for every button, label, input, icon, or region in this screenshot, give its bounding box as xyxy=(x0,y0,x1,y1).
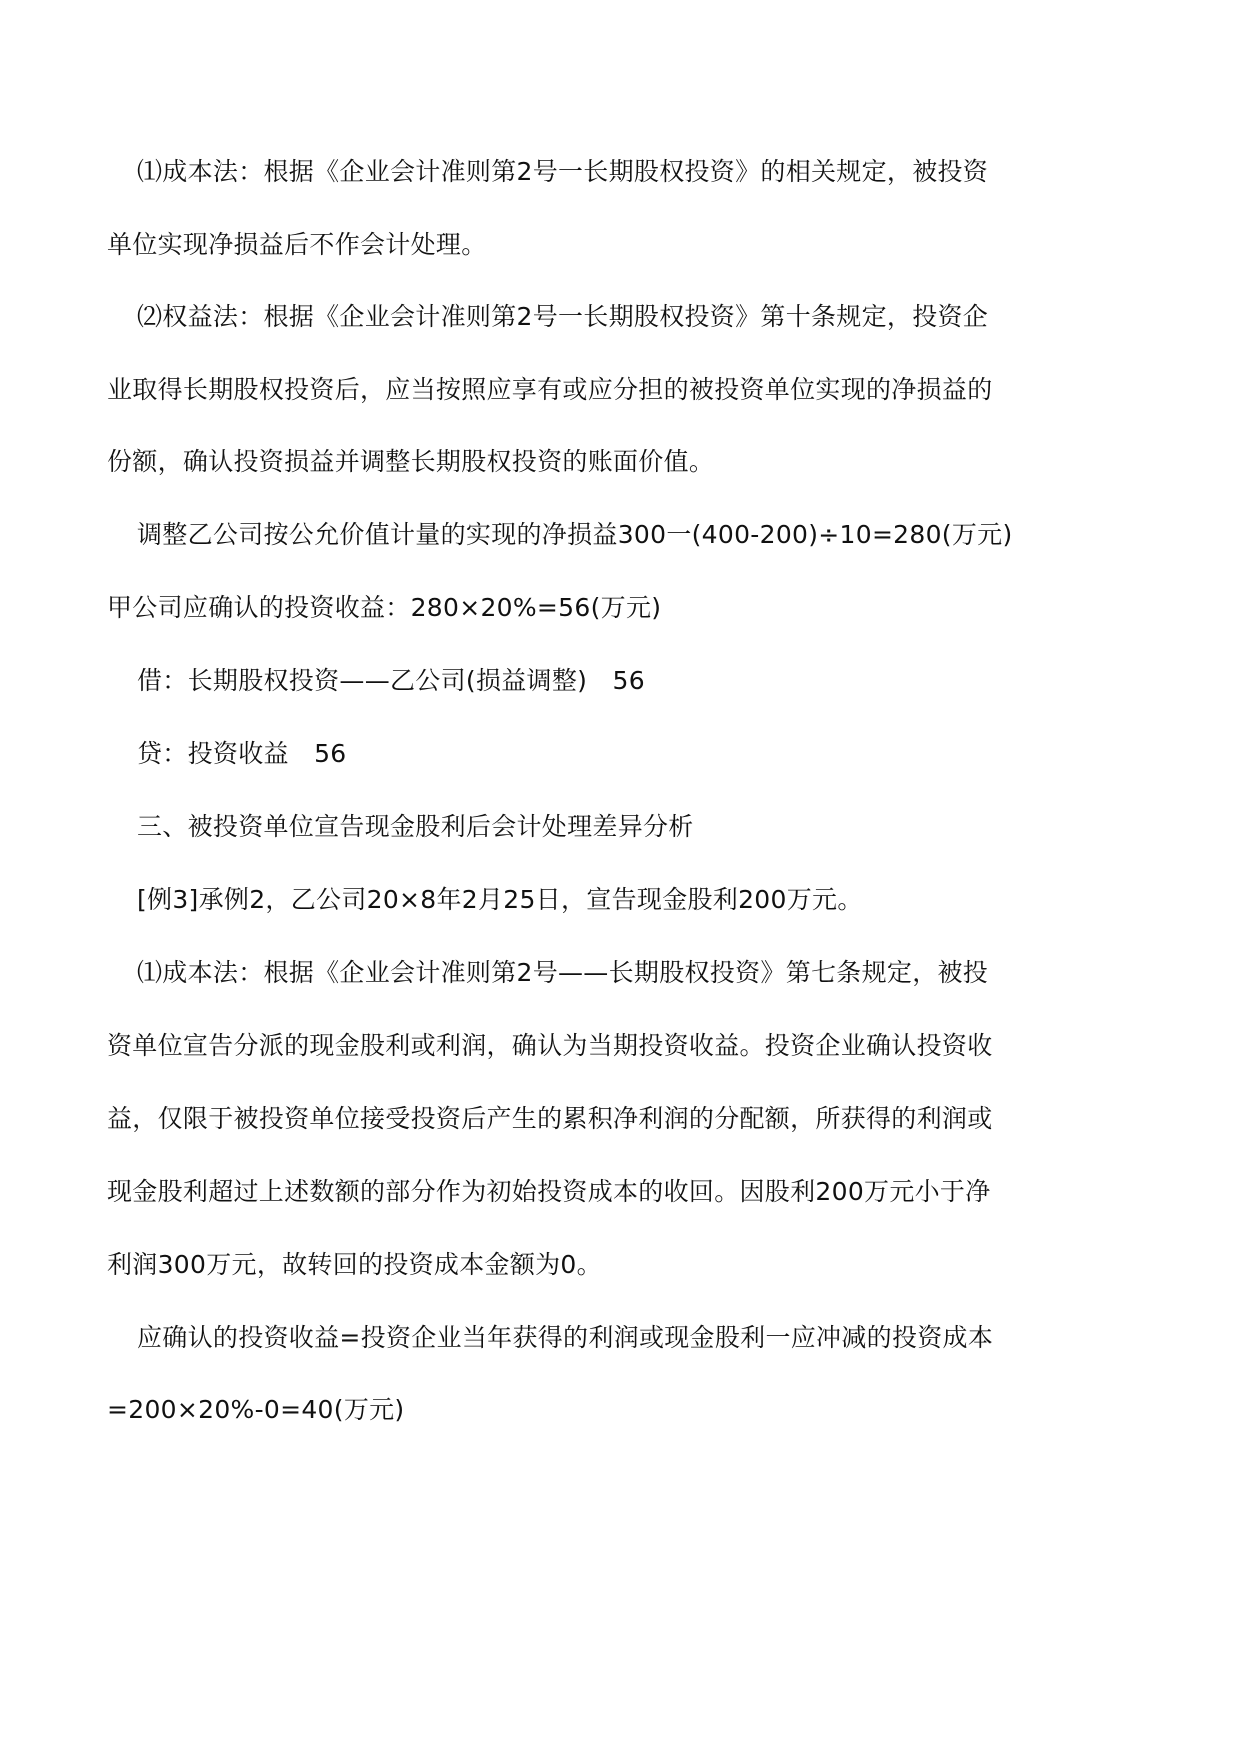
paragraph-cost-method-1-line-2: 单位实现净损益后不作会计处理。 xyxy=(107,230,487,259)
journal-debit-line: 借：长期股权投资——乙公司(损益调整) 56 xyxy=(137,666,645,695)
paragraph-cost-method-1-line-1: ⑴成本法：根据《企业会计准则第2号一长期股权投资》的相关规定，被投资 xyxy=(137,157,989,186)
paragraph-equity-method-1-line-1: ⑵权益法：根据《企业会计准则第2号一长期股权投资》第十条规定，投资企 xyxy=(137,302,989,331)
paragraph-cost-method-2-line-4: 现金股利超过上述数额的部分作为初始投资成本的收回。因股利200万元小于净 xyxy=(107,1177,991,1206)
section-heading-3: 三、被投资单位宣告现金股利后会计处理差异分析 xyxy=(137,812,694,841)
paragraph-cost-method-2-line-1: ⑴成本法：根据《企业会计准则第2号——长期股权投资》第七条规定，被投 xyxy=(137,958,989,987)
paragraph-cost-method-2-line-5: 利润300万元，故转回的投资成本金额为0。 xyxy=(107,1250,602,1279)
paragraph-equity-method-1-line-3: 份额，确认投资损益并调整长期股权投资的账面价值。 xyxy=(107,447,715,476)
formula-line-1: 应确认的投资收益=投资企业当年获得的利润或现金股利一应冲减的投资成本 xyxy=(137,1323,994,1352)
formula-line-2: =200×20%-0=40(万元) xyxy=(107,1395,405,1424)
paragraph-equity-method-1-line-2: 业取得长期股权投资后，应当按照应享有或应分担的被投资单位实现的净损益的 xyxy=(107,375,993,404)
paragraph-cost-method-2-line-2: 资单位宣告分派的现金股利或利润，确认为当期投资收益。投资企业确认投资收 xyxy=(107,1031,993,1060)
adjusted-net-income-line: 调整乙公司按公允价值计量的实现的净损益300一(400-200)÷10=280(万元) xyxy=(137,520,1013,549)
investment-income-calc-line: 甲公司应确认的投资收益：280×20%=56(万元) xyxy=(107,593,662,622)
example-3-line: [例3]承例2，乙公司20×8年2月25日，宣告现金股利200万元。 xyxy=(137,885,863,914)
journal-credit-line: 贷：投资收益 56 xyxy=(137,739,347,768)
paragraph-cost-method-2-line-3: 益，仅限于被投资单位接受投资后产生的累积净利润的分配额，所获得的利润或 xyxy=(107,1104,993,1133)
